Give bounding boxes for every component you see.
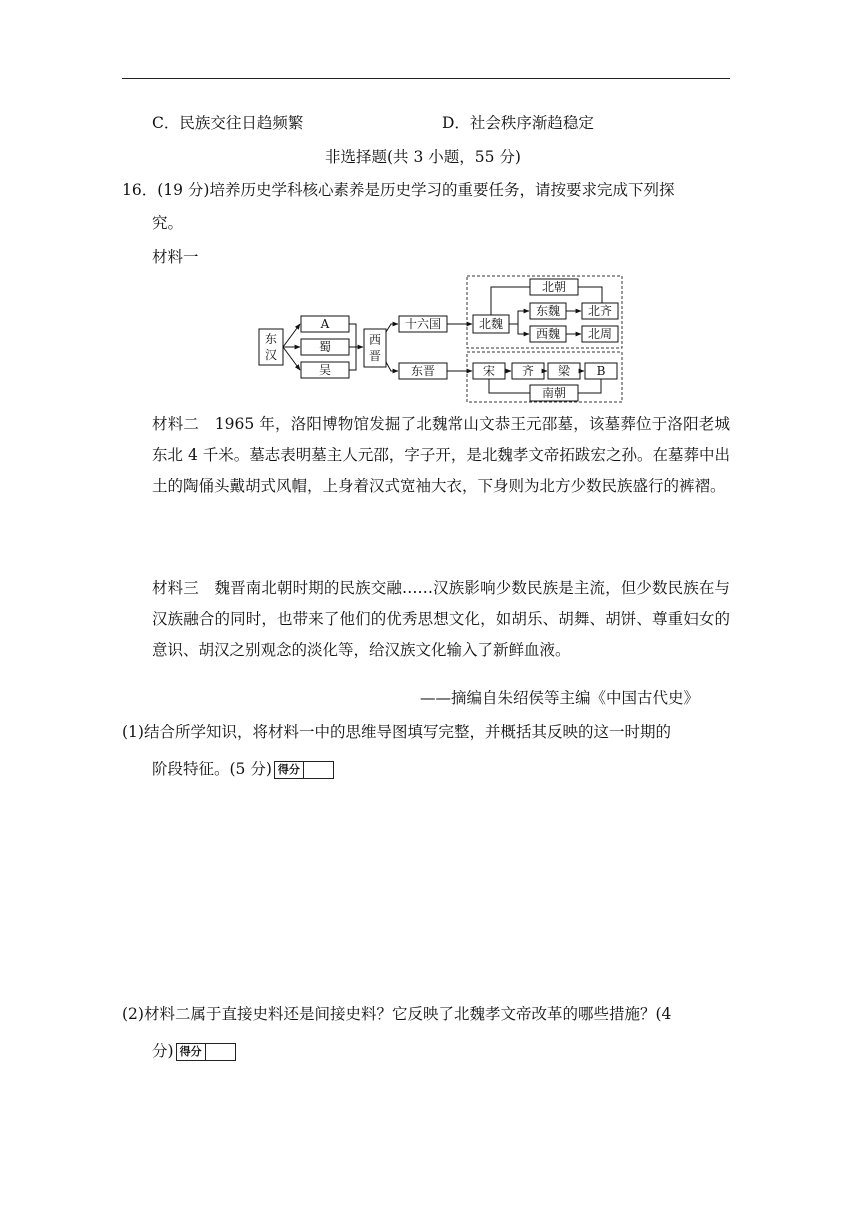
material1-label: 材料一: [152, 248, 199, 266]
material2-text: 材料二 1965 年，洛阳博物馆发掘了北魏常山文恭王元邵墓，该墓葬位于洛阳老城东北 4 千米。墓志表明墓主人元邵，字子开，是北魏孝文帝拓跋宏之孙。在墓葬中出土的陶俑头戴胡式风帽，上身着汉式宽袖大衣，下身则为北方少数民族盛行的裤褶。: [152, 415, 730, 495]
sub1-line1: (1)结合所学知识，将材料一中的思维导图填写完整，并概括其反映的这一时期的: [122, 723, 671, 741]
node-xijin-line2: 晋: [368, 349, 382, 363]
node-a-label: A: [320, 317, 330, 331]
header-rule: [122, 78, 730, 79]
node-nanchao-label: 南朝: [541, 386, 567, 400]
node-song-label: 宋: [482, 364, 496, 378]
node-xijin-line1: 西: [368, 333, 382, 347]
node-beizhou-label: 北周: [587, 327, 613, 341]
material3-text: 材料三 魏晋南北朝时期的民族交融……汉族影响少数民族是主流，但少数民族在与汉族融合的同时，也带来了他们的优秀思想文化，如胡乐、胡舞、胡饼、尊重妇女的意识、胡汉之别观念的淡化等，给汉族文化输入了新鲜血液。: [152, 579, 730, 659]
score-label-1: 得分: [275, 762, 304, 778]
node-liang-label: 梁: [557, 364, 571, 378]
arrow-xijin-dongjin: [386, 362, 398, 371]
arrow-donghan-a: [283, 324, 300, 347]
sub2-line2-wrap: [152, 1039, 236, 1061]
node-b-label: B: [596, 364, 606, 378]
score-box-1[interactable]: [274, 761, 334, 779]
arrow-beiwei-split: [509, 311, 529, 334]
sub2-line1: (2)材料二属于直接史料还是间接史料？它反映了北魏孝文帝改革的哪些措施？(4: [122, 1005, 672, 1023]
node-beichao-label: 北朝: [541, 280, 567, 294]
material1-mind-map: [255, 272, 635, 404]
option-c: C．民族交往日趋频繁: [152, 114, 304, 132]
node-donghan-line2: 汉: [264, 348, 278, 362]
section-title: 非选择题(共 3 小题，55 分): [325, 148, 521, 166]
arrow-xijin-shiliuguo: [386, 324, 398, 332]
sub1-line2-wrap: [152, 757, 334, 779]
bracket-sanguo: [349, 324, 363, 370]
node-qi-label: 齐: [521, 364, 535, 378]
score-box-2[interactable]: [176, 1043, 236, 1061]
node-dongwei-label: 东魏: [535, 304, 561, 318]
node-dongjin-label: 东晋: [410, 364, 436, 378]
node-xiwei-label: 西魏: [535, 327, 561, 341]
node-shu-label: 蜀: [318, 340, 332, 354]
score-label-2: 得分: [177, 1044, 206, 1060]
material3-source: ——摘编自朱绍侯等主编《中国古代史》: [420, 689, 700, 707]
node-shiliuguo-label: 十六国: [404, 317, 442, 331]
sub1-line2: 阶段特征。(5 分): [152, 760, 272, 778]
q16-stem-line1: 16．(19 分)培养历史学科核心素养是历史学习的重要任务，请按要求完成下列探: [122, 181, 675, 199]
node-donghan-line1: 东: [264, 332, 278, 346]
sub2-line2: 分): [152, 1042, 174, 1060]
node-wu-label: 吴: [318, 363, 332, 377]
node-beiqi-label: 北齐: [587, 304, 613, 318]
option-d: D．社会秩序渐趋稳定: [442, 114, 594, 132]
node-beiwei-label: 北魏: [478, 317, 504, 331]
arrow-donghan-wu: [283, 347, 300, 370]
q16-stem-line2: 究。: [152, 214, 184, 232]
